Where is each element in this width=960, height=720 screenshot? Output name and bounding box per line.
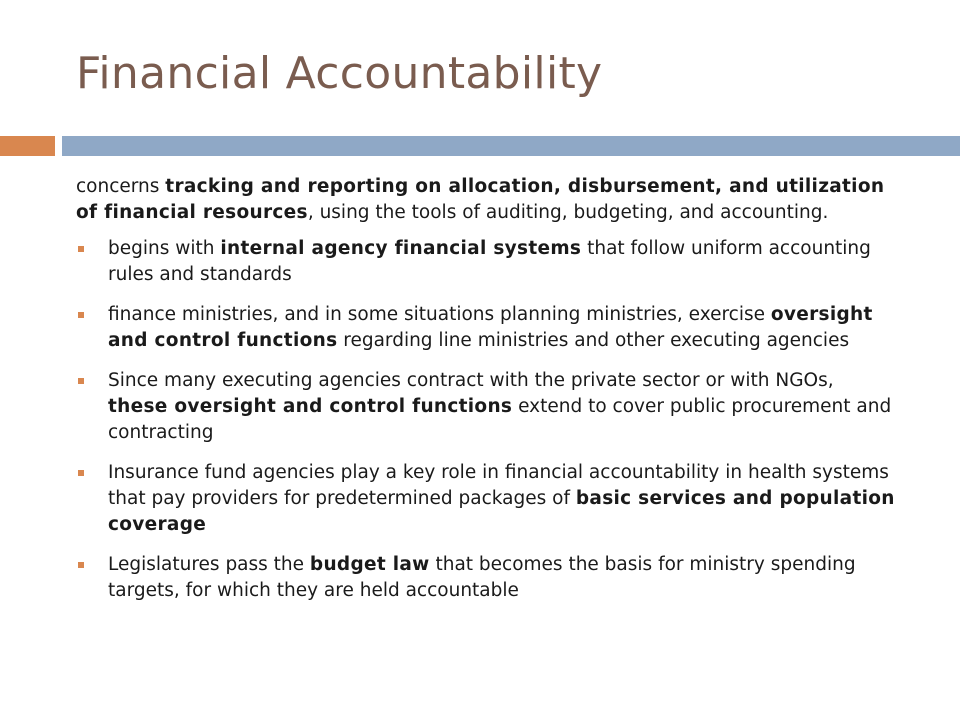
bullet-text: begins with <box>108 238 221 259</box>
bullet-marker-icon <box>78 562 84 568</box>
bullet-item <box>76 302 896 354</box>
bullet-marker-icon <box>78 470 84 476</box>
accent-bar-blue <box>62 136 960 156</box>
bullet-emphasis: budget law <box>309 554 430 575</box>
bullet-marker-icon <box>78 378 84 384</box>
bullet-emphasis: these oversight and control functions <box>108 396 513 417</box>
accent-bar-orange <box>0 136 55 156</box>
bullet-text: Since many executing agencies contract with the private sector or with NGOs, <box>108 370 834 391</box>
bullet-text-end: that follow uniform accounting rules and standards <box>108 238 871 285</box>
slide-title: Financial Accountability <box>76 48 603 99</box>
bullet-item <box>76 236 896 288</box>
bullet-item <box>76 460 896 538</box>
intro-emphasis: tracking and reporting on allocation, disbursement, and utilization of financial resources <box>76 176 885 223</box>
bullet-item <box>76 552 896 604</box>
bullet-text-end: that becomes the basis for ministry spending targets, for which they are held accountable <box>108 554 856 601</box>
bullet-item <box>76 368 896 446</box>
bullet-text-end: extend to cover public procurement and contracting <box>108 396 892 443</box>
bullet-text: Legislatures pass the <box>108 554 310 575</box>
intro-paragraph <box>76 174 896 226</box>
intro-text: concerns <box>76 176 166 197</box>
bullet-list <box>76 236 896 604</box>
bullet-emphasis: basic services and population coverage <box>108 488 895 535</box>
intro-text-end: , using the tools of auditing, budgeting, and accounting. <box>307 202 829 223</box>
bullet-marker-icon <box>78 246 84 252</box>
bullet-text: finance ministries, and in some situations planning ministries, exercise <box>108 304 771 325</box>
bullet-text-end: regarding line ministries and other executing agencies <box>337 330 850 351</box>
bullet-emphasis: internal agency financial systems <box>220 238 582 259</box>
bullet-text: Insurance fund agencies play a key role in financial accountability in health systems that pay providers for predetermined packages of <box>108 462 889 509</box>
bullet-emphasis: oversight and control functions <box>108 304 873 351</box>
slide-content <box>76 174 896 618</box>
bullet-marker-icon <box>78 312 84 318</box>
